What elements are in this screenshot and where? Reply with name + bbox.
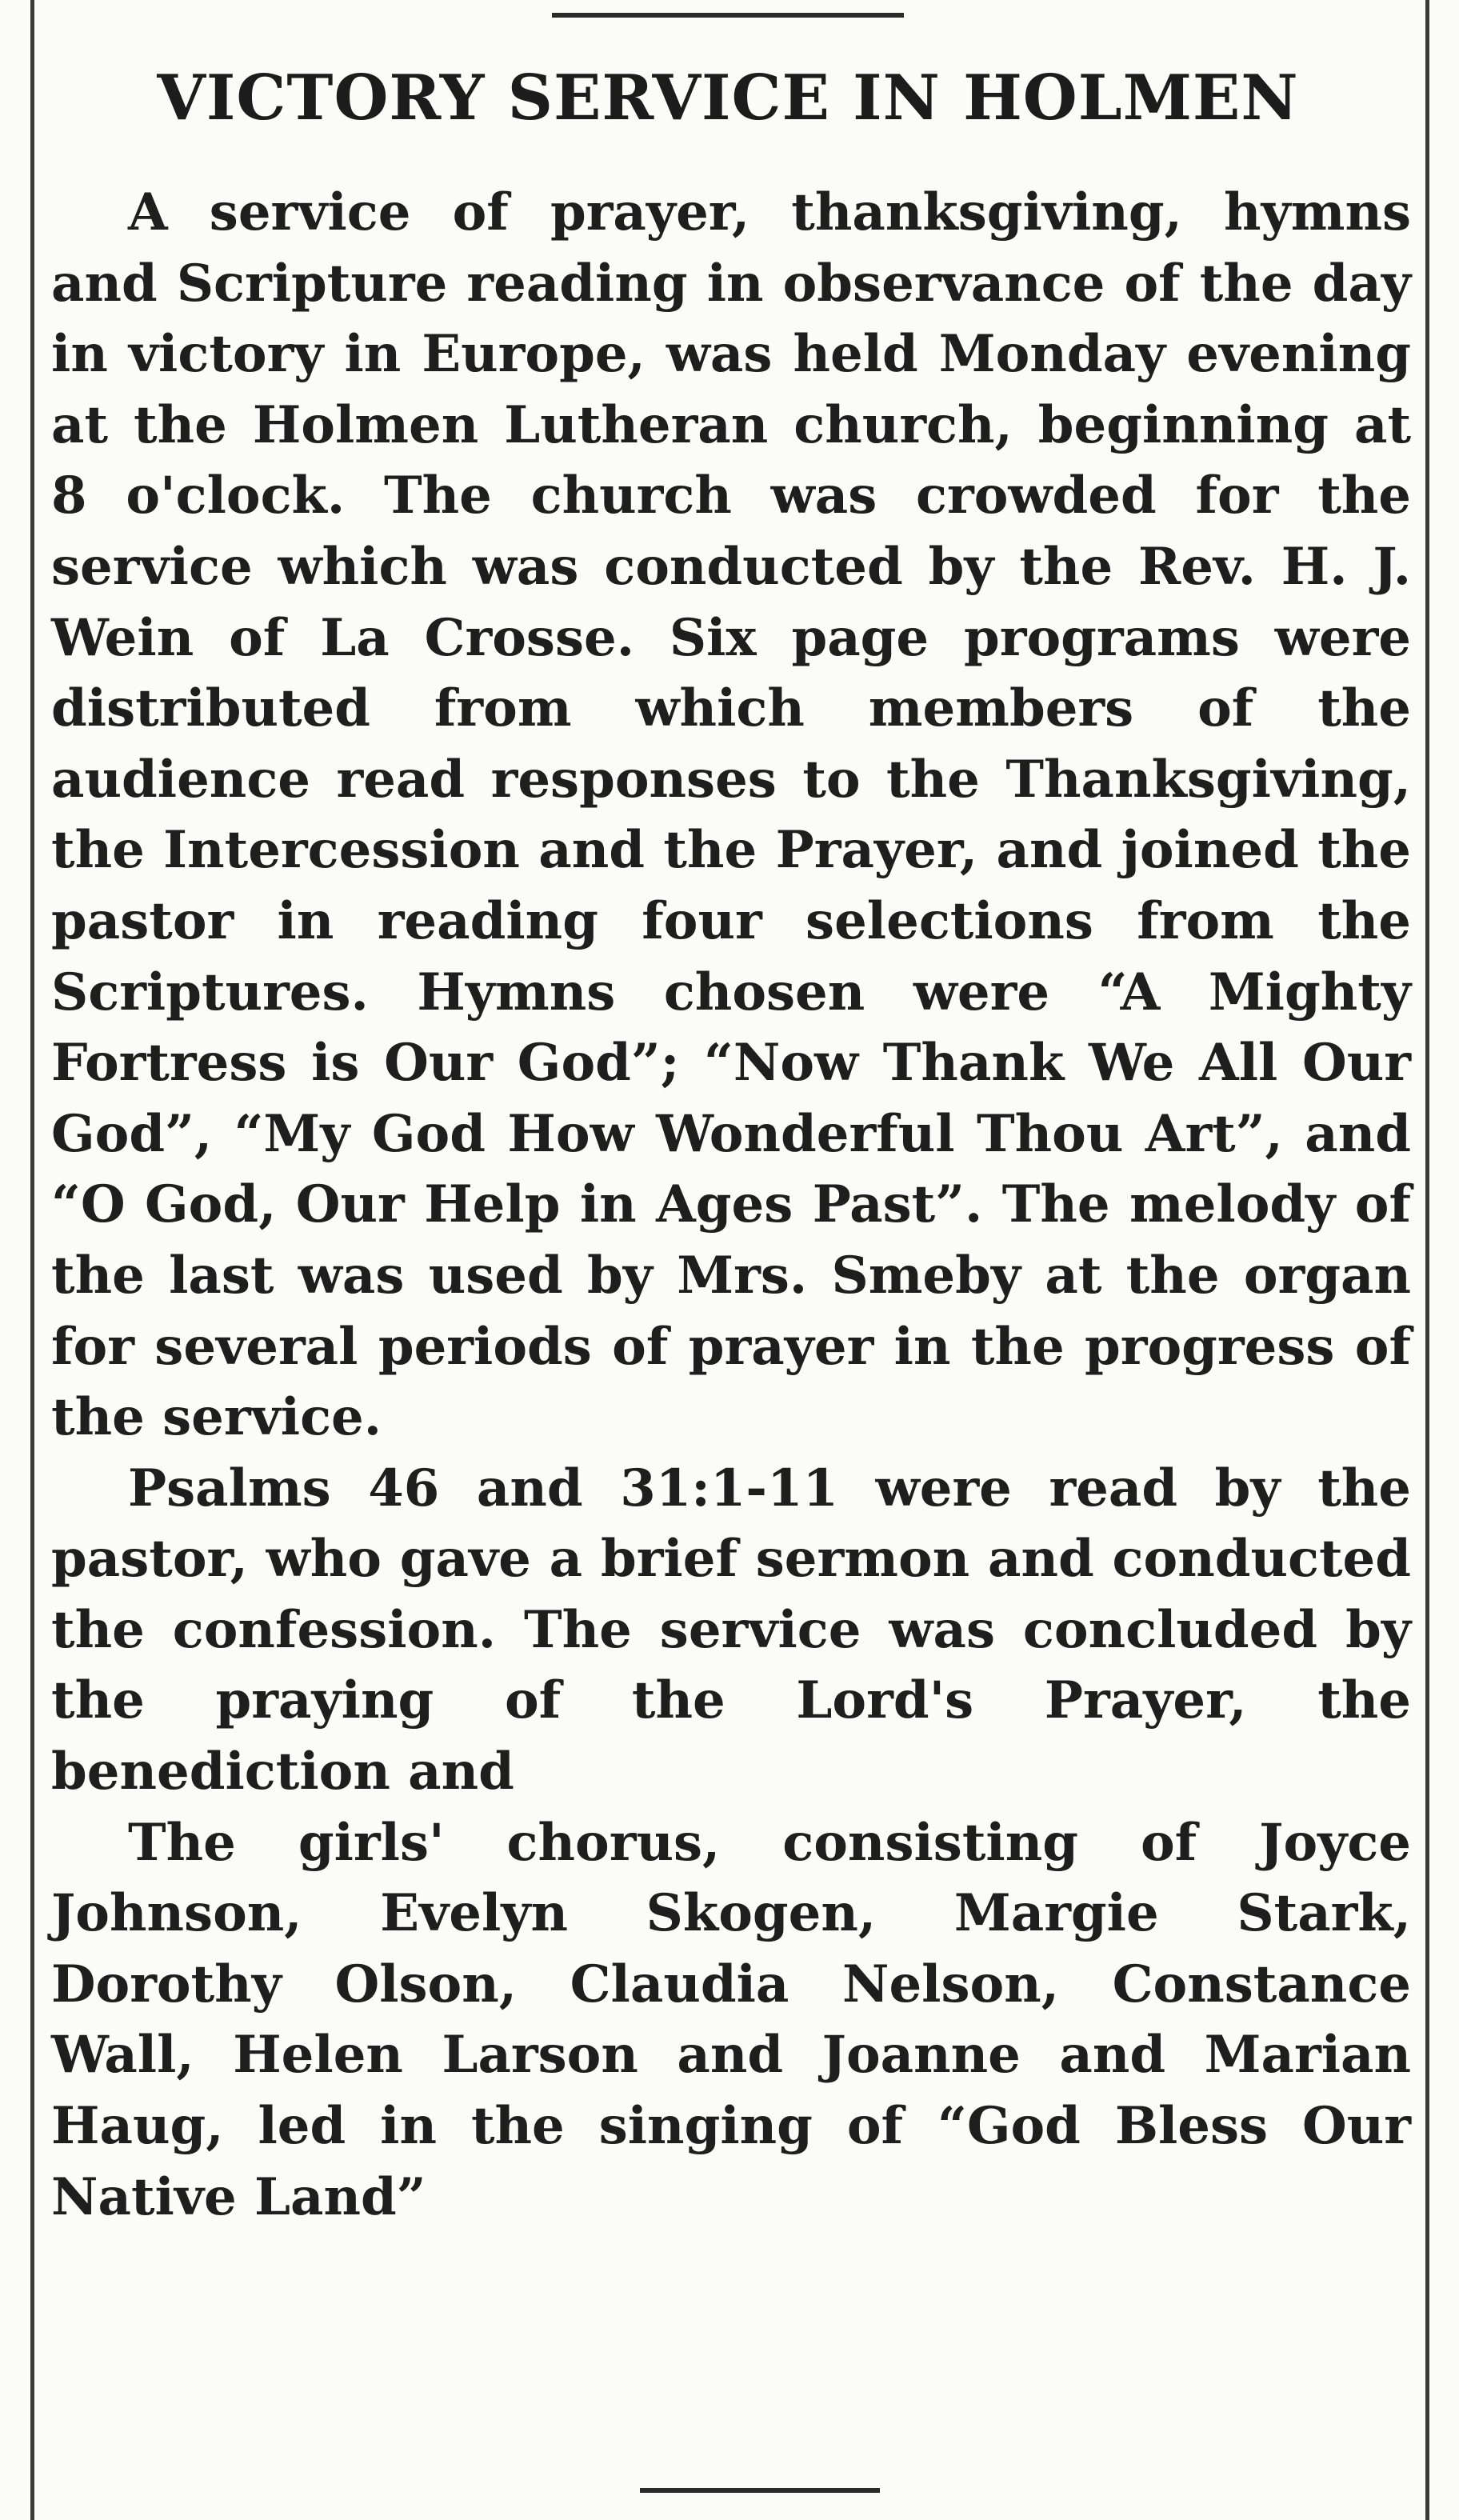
column-rule-left: [30, 0, 34, 2520]
paragraph-service: A service of prayer, thanksgiving, hymns and Scripture reading in observance of the day in victory in Europe, was held Monday evening at the Holmen Lutheran church, beginning at 8 o'clock. The church was crowded for the service which was conducted by the Rev. H. J. Wein of La Crosse. Six page programs were distributed from which members of the audience read responses to the Thanksgiving, the Intercession and the Prayer, and joined the pastor in reading four selections from the Scriptures. Hymns chosen were “A Mighty Fortress is Our God”; “Now Thank We All Our God”, “My God How Wonderful Thou Art”, and “O God, Our Help in Ages Past”. The melody of the last was used by Mrs. Smeby at the organ for several periods of prayer in the progress of the service.: [51, 182, 1411, 1448]
headline: VICTORY SERVICE IN HOLMEN: [157, 62, 1299, 134]
bottom-divider: [640, 2488, 880, 2493]
article-body: [51, 178, 1411, 2233]
paragraph-psalms: Psalms 46 and 31:1-11 were read by the pastor, who gave a brief sermon and conducted the confession. The service was concluded by the praying of the Lord's Prayer, the benediction and: [51, 1458, 1411, 1802]
top-divider: [552, 13, 904, 18]
paragraph-chorus: The girls' chorus, consisting of Joyce Johnson, Evelyn Skogen, Margie Stark, Dorothy Olson, Claudia Nelson, Constance Wall, Helen Larson and Joanne and Marian Haug, led in the singing of “God Bless Our Native Land”: [51, 1812, 1411, 2227]
column-rule-right: [1425, 0, 1429, 2520]
